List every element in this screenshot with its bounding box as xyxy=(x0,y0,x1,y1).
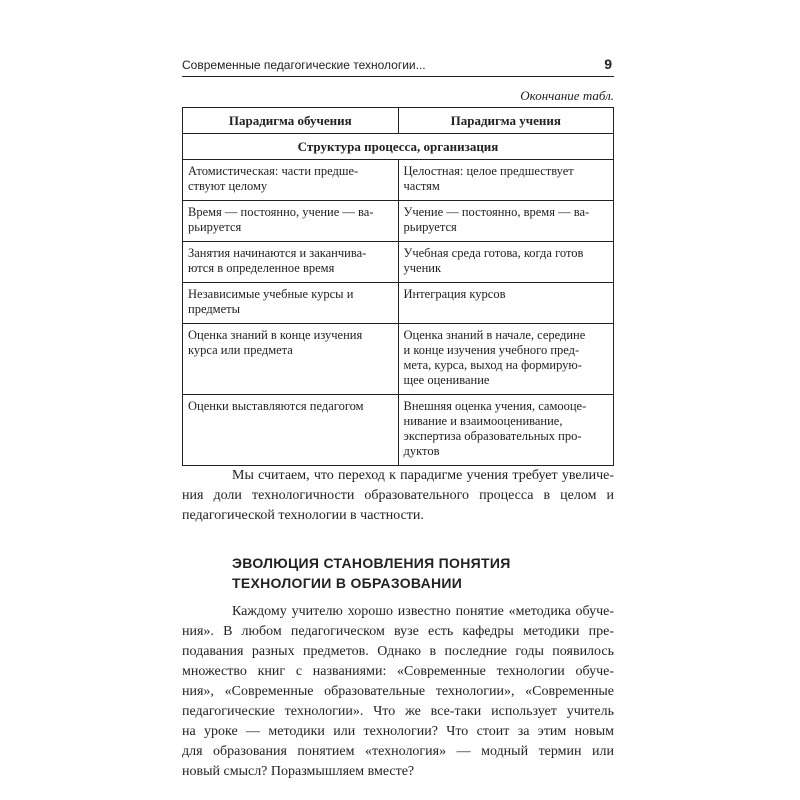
cell-line: и конце изучения учебного пред- xyxy=(403,343,580,357)
section-title: Структура процесса, организация xyxy=(183,134,614,160)
table-caption: Окончание табл. xyxy=(520,88,614,103)
cell-line: Атомистическая: части предше- xyxy=(188,164,359,178)
cell-line: Оценки выставляются педагогом xyxy=(188,399,364,413)
table-row xyxy=(183,242,614,283)
table-cell-learning xyxy=(398,201,614,242)
paragraph-line: Мы считаем, что переход к парадигме учения требует увеличе- xyxy=(232,468,614,483)
cell-line: Время — постоянно, учение — ва- xyxy=(188,205,374,219)
cell-line: предметы xyxy=(188,302,241,316)
cell-line: Независимые учебные курсы и xyxy=(188,287,354,301)
table-row xyxy=(183,324,614,395)
cell-line: рьируется xyxy=(188,220,242,234)
cell-line: экспертиза образовательных про- xyxy=(403,429,582,443)
page-number: 9 xyxy=(604,56,612,72)
table-header-row xyxy=(183,108,614,134)
table-cell-teaching xyxy=(183,201,399,242)
paragraph-line: Каждому учителю хорошо известно понятие «методика обуче- xyxy=(232,604,614,619)
table-cell-teaching xyxy=(183,395,399,466)
paragraph-line: множество книг с названиями: «Современные технологии обуче- xyxy=(182,664,614,679)
header-rule xyxy=(182,76,614,77)
cell-line: Оценка знаний в конце изучения xyxy=(188,328,363,342)
heading-line: ТЕХНОЛОГИИ В ОБРАЗОВАНИИ xyxy=(232,575,463,591)
paragraph-line: ния». В любом педагогическом вузе есть кафедры методики пре- xyxy=(182,624,614,639)
cell-line: нивание и взаимооценивание, xyxy=(403,414,563,428)
table-cell-teaching xyxy=(183,242,399,283)
cell-line: дуктов xyxy=(403,444,440,458)
cell-line: ученик xyxy=(403,261,442,275)
paragraph-line: ния», «Современные образовательные технологии», «Современные xyxy=(182,684,614,699)
column-header-teaching: Парадигма обучения xyxy=(183,108,399,134)
table-row xyxy=(183,201,614,242)
table-cell-learning xyxy=(398,324,614,395)
running-head xyxy=(182,56,614,76)
cell-line: Учебная среда готова, когда готов xyxy=(403,246,584,260)
table-cell-learning xyxy=(398,242,614,283)
cell-line: мета, курса, выход на формирую- xyxy=(403,358,582,372)
paragraph-line: педагогические технологии». Что же все-таки использует учитель xyxy=(182,704,614,719)
table-row xyxy=(183,395,614,466)
cell-line: рьируется xyxy=(403,220,457,234)
table-cell-teaching xyxy=(183,160,399,201)
table-cell-learning xyxy=(398,395,614,466)
cell-line: частям xyxy=(403,179,440,193)
cell-line: Внешняя оценка учения, самооце- xyxy=(403,399,587,413)
running-head-title: Современные педагогические технологии... xyxy=(182,58,426,72)
cell-line: Интеграция курсов xyxy=(403,287,506,301)
paragraph-line: на уроке — методики или технологии? Что стоит за этим новым xyxy=(182,724,614,739)
body-paragraph xyxy=(182,602,614,782)
table-row xyxy=(183,283,614,324)
cell-line: ются в определенное время xyxy=(188,261,335,275)
table-cell-teaching xyxy=(183,324,399,395)
table-section-row xyxy=(183,134,614,160)
cell-line: курса или предмета xyxy=(188,343,293,357)
cell-line: щее оценивание xyxy=(403,373,490,387)
paragraph-line: новый смысл? Поразмышляем вместе? xyxy=(182,764,415,779)
column-header-learning: Парадигма учения xyxy=(398,108,614,134)
table-cell-teaching xyxy=(183,283,399,324)
paragraph-line: для образования понятием «технология» — модный термин или xyxy=(182,744,614,759)
paragraph-line: ния доли технологичности образовательного процесса в целом и xyxy=(182,488,614,503)
cell-line: Целостная: целое предшествует xyxy=(403,164,574,178)
paragraph-line: подавания разных предметов. Однако в последние годы появилось xyxy=(182,644,614,659)
cell-line: Занятия начинаются и заканчива- xyxy=(188,246,367,260)
cell-line: Оценка знаний в начале, середине xyxy=(403,328,586,342)
paradigm-table xyxy=(182,107,614,466)
table-row xyxy=(183,160,614,201)
cell-line: Учение — постоянно, время — ва- xyxy=(403,205,590,219)
table-cell-learning xyxy=(398,160,614,201)
conclusion-paragraph xyxy=(182,466,614,526)
section-heading xyxy=(232,553,612,593)
paragraph-line: педагогической технологии в частности. xyxy=(182,508,424,523)
cell-line: ствуют целому xyxy=(188,179,268,193)
heading-line: ЭВОЛЮЦИЯ СТАНОВЛЕНИЯ ПОНЯТИЯ xyxy=(232,555,511,571)
table-cell-learning xyxy=(398,283,614,324)
